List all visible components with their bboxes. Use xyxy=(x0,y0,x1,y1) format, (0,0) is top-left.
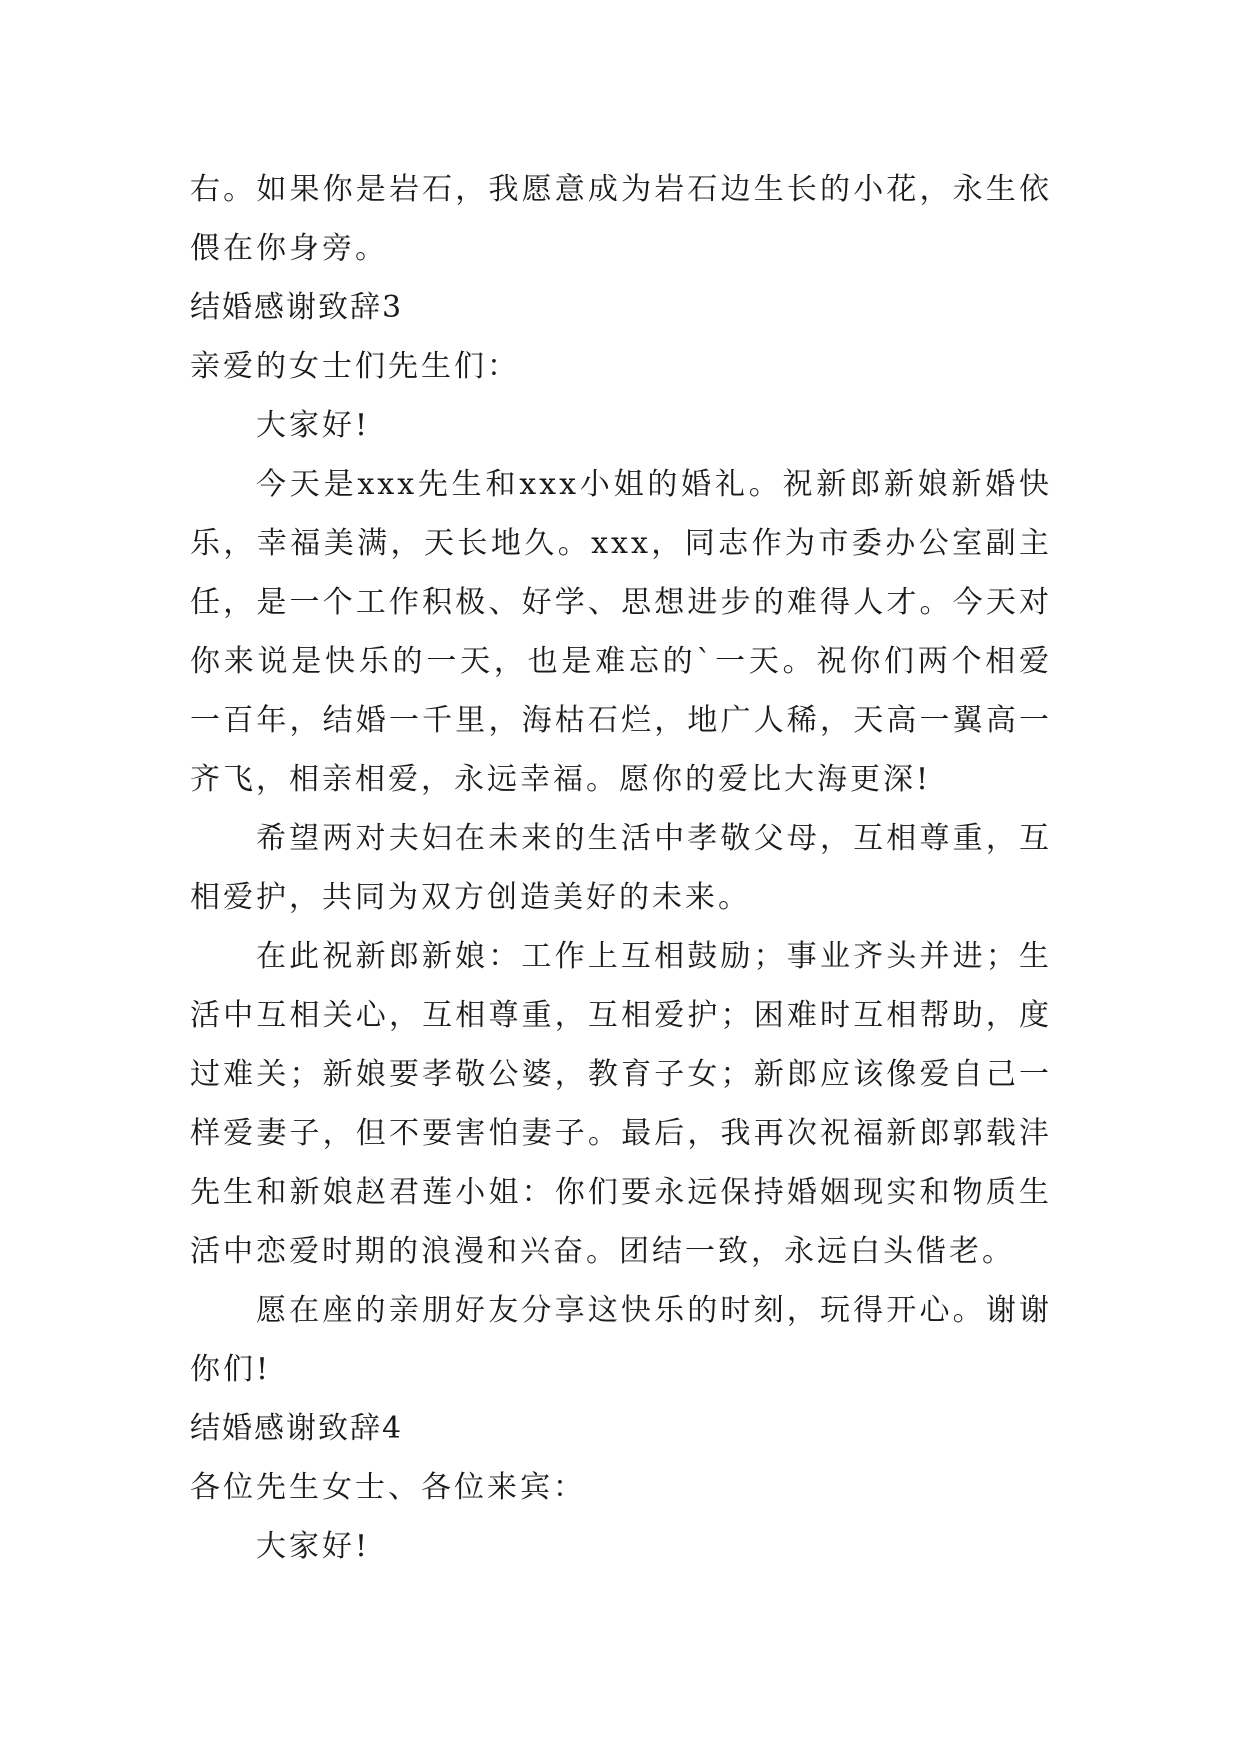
paragraph-line: 任，是一个工作积极、好学、思想进步的难得人才。今天对 xyxy=(190,585,1052,620)
section-heading: 结婚感谢致辞4 xyxy=(190,1411,404,1446)
paragraph-line: 右。如果你是岩石，我愿意成为岩石边生长的小花，永生依 xyxy=(190,172,1052,207)
section-heading: 结婚感谢致辞3 xyxy=(190,290,404,325)
paragraph-line: 先生和新娘赵君莲小姐：你们要永远保持婚姻现实和物质生 xyxy=(190,1175,1052,1210)
paragraph-line: 过难关；新娘要孝敬公婆，教育子女；新郎应该像爱自己一 xyxy=(190,1057,1052,1092)
paragraph-line: 活中互相关心，互相尊重，互相爱护；困难时互相帮助，度 xyxy=(190,998,1052,1033)
paragraph-line: 乐，幸福美满，天长地久。xxx，同志作为市委办公室副主 xyxy=(190,526,1052,561)
paragraph-line: 样爱妻子，但不要害怕妻子。最后，我再次祝福新郎郭载沣 xyxy=(190,1116,1052,1151)
paragraph-line: 相爱护，共同为双方创造美好的未来。 xyxy=(190,880,751,915)
paragraph-line: 齐飞，相亲相爱，永远幸福。愿你的爱比大海更深! xyxy=(190,762,932,797)
paragraph-line: 一百年，结婚一千里，海枯石烂，地广人稀，天高一翼高一 xyxy=(190,703,1052,738)
paragraph-line: 愿在座的亲朋好友分享这快乐的时刻，玩得开心。谢谢 xyxy=(256,1293,1052,1328)
paragraph-line: 你来说是快乐的一天，也是难忘的`一天。祝你们两个相爱 xyxy=(190,644,1052,679)
paragraph-line: 今天是xxx先生和xxx小姐的婚礼。祝新郎新娘新婚快 xyxy=(256,467,1052,502)
greeting: 大家好! xyxy=(256,408,371,443)
salutation: 各位先生女士、各位来宾： xyxy=(190,1470,586,1505)
paragraph-line: 在此祝新郎新娘：工作上互相鼓励；事业齐头并进；生 xyxy=(256,939,1052,974)
paragraph-line: 你们! xyxy=(190,1352,272,1387)
paragraph-line: 希望两对夫妇在未来的生活中孝敬父母，互相尊重，互 xyxy=(256,821,1052,856)
paragraph-line: 活中恋爱时期的浪漫和兴奋。团结一致，永远白头偕老。 xyxy=(190,1234,1015,1269)
document-body xyxy=(190,160,1052,1576)
paragraph-line: 偎在你身旁。 xyxy=(190,231,388,266)
greeting: 大家好! xyxy=(256,1529,371,1564)
salutation: 亲爱的女士们先生们： xyxy=(190,349,520,384)
